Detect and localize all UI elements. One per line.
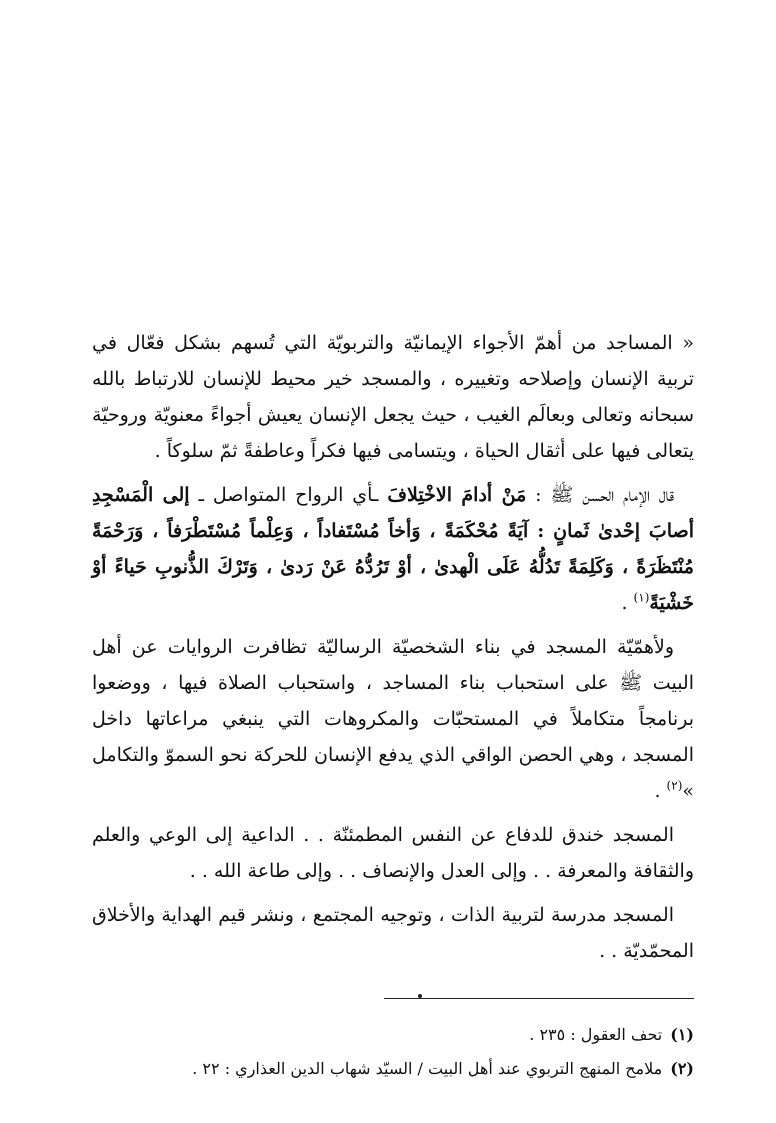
hadith-gloss: ـأي الرواح المتواصل ـ	[189, 484, 388, 506]
footnote-2-number: (٢)	[670, 1059, 694, 1078]
hadith-text-part-2: إلى الْمَسْجِدِ أصابَ إحْدىٰ ثَمانٍ : آيَةً مُحْكَمَةً ، وَأخاً مُسْتَفاداً ، وَعِلْماً مُسْتَطْرَفاً ، وَرَحْمَةً مُنْتَظَرَةً ، وَكَلِمَةً تَدُلُّهُ عَلَى الْهدىٰ ، أوْ تَرُدُّهُ عَنْ رَدىٰ ، وَتَرْكَ الذُّنوبِ حَياءً أوْ خَشْيَةً	[92, 484, 694, 614]
paragraph-2-hadith	[92, 477, 694, 621]
footnotes	[92, 1018, 694, 1086]
paragraph-4-text: المسجد خندق للدفاع عن النفس المطمئنّة . . الداعية إلى الوعي والعلم والثقافة والمعرفة . . وإلى العدل والإنصاف . . وإلى طاعة الله . .	[92, 824, 694, 882]
hadith-intro: قال الإمام الحسن ﷺ :	[526, 484, 675, 506]
footnote-2	[92, 1052, 694, 1086]
footnote-1-text: تحف العقول : ٢٣٥ .	[529, 1025, 663, 1044]
footnote-ref-1[interactable]: (١)	[633, 590, 650, 605]
hadith-end: .	[621, 592, 634, 614]
footnote-divider	[384, 998, 694, 999]
paragraph-3-end: .	[654, 780, 667, 802]
paragraph-4	[92, 817, 694, 889]
paragraph-1-text: « المساجد من أهمّ الأجواء الإيمانيّة والتربويّة التي تُسهم بشكل فعّال في تربية الإنسان وإصلاحه وتغييره ، والمسجد خير محيط للإنسان للارتباط بالله سبحانه وتعالى وبعالَم الغيب ، حيث يجعل الإنسان يعيش أجواءً معنويّة وروحيّة يتعالى فيها على أثقال الحياة ، ويتسامى فيها فكراً وعاطفةً ثمّ سلوكاً .	[92, 332, 694, 462]
divider-dot	[418, 994, 422, 998]
paragraph-3	[92, 629, 694, 809]
paragraph-3-text: ولأهمّيّة المسجد في بناء الشخصيّة الرساليّة تظافرت الروايات عن أهل البيت ﷺ على استحباب بناء المساجد ، واستحباب الصلاة فيها ، ووضعوا برنامجاً متكاملاً في المستحبّات والمكروهات التي ينبغي مراعاتها داخل المسجد ، وهي الحصن الواقي الذي يدفع الإنسان للحركة نحو السموّ والتكامل »	[92, 636, 695, 802]
footnote-ref-2[interactable]: (٢)	[666, 778, 683, 793]
body-text	[92, 325, 694, 977]
hadith-text-part-1: مَنْ أدامَ الاخْتِلافَ	[387, 484, 527, 506]
paragraph-1	[92, 325, 694, 469]
footnote-1	[92, 1018, 694, 1052]
footnote-1-number: (١)	[670, 1025, 694, 1044]
paragraph-5	[92, 897, 694, 969]
footnote-2-text: ملامح المنهج التربوي عند أهل البيت / السيّد شهاب الدين العذاري : ٢٢ .	[192, 1059, 663, 1078]
paragraph-5-text: المسجد مدرسة لتربية الذات ، وتوجيه المجتمع ، ونشر قيم الهداية والأخلاق المحمّديّة . .	[92, 904, 694, 962]
